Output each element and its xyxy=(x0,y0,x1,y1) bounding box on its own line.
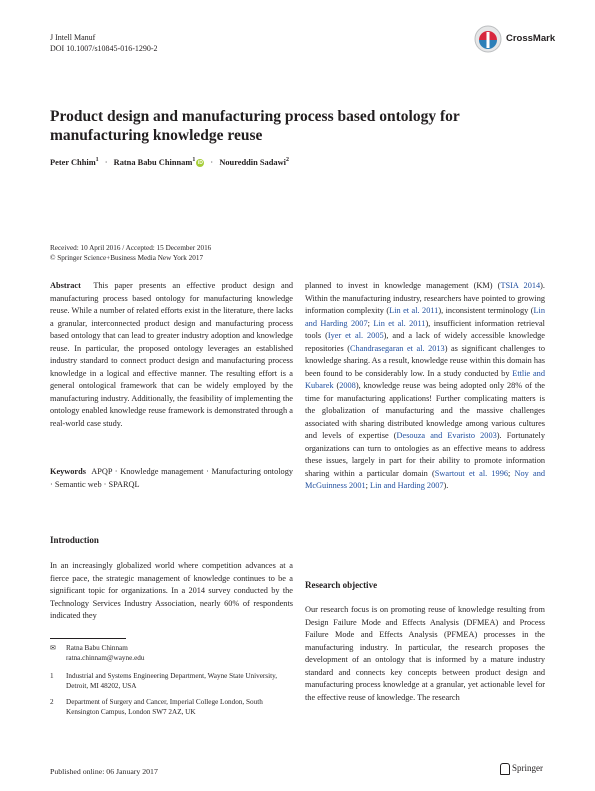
author-affiliation: 1 xyxy=(95,157,99,163)
body-text: ; xyxy=(367,318,374,328)
paper-title: Product design and manufacturing process based ontology for manufacturing knowledge reuse xyxy=(50,108,460,144)
introduction-continued xyxy=(305,280,545,493)
corresponding-author xyxy=(50,643,293,663)
received-accepted: Received: 10 April 2016 / Accepted: 15 December 2016 xyxy=(50,244,212,252)
doi[interactable]: DOI 10.1007/s10845-016-1290-2 xyxy=(50,44,158,53)
corresponding-name: Ratna Babu Chinnam xyxy=(66,644,128,652)
citation-link[interactable]: TSIA 2014 xyxy=(500,281,541,290)
author-separator: · xyxy=(210,157,214,167)
body-text: ). xyxy=(443,481,449,490)
research-objective-heading: Research objective xyxy=(305,580,378,590)
body-text: ), and a lack of widely accessible knowledge repositories ( xyxy=(305,331,545,353)
citation-link[interactable]: Lin et al. 2011 xyxy=(389,306,439,315)
journal-header xyxy=(50,32,158,54)
springer-horse-icon xyxy=(500,763,510,775)
body-text: planned to invest in knowledge management (KM) ( xyxy=(305,281,501,290)
keywords-text: APQP · Knowledge management · Manufacturing ontology · Semantic web · SPARQL xyxy=(50,467,293,489)
citation-link[interactable]: Desouza and Evaristo 2003 xyxy=(396,431,497,440)
publication-dates xyxy=(50,243,211,263)
body-text: ) as significant challenges to knowledge sharing. As a result, knowledge reuse within this domain has been found to be considerably low. In a study conducted by xyxy=(305,343,546,378)
body-text: ), inconsistent terminology ( xyxy=(438,306,534,315)
publisher-logo xyxy=(500,763,543,775)
citation-link[interactable]: Lin and Harding 2007 xyxy=(370,481,444,490)
abstract-text: This paper presents an effective product design and manufacturing process based ontology for manufacturing knowledge reuse. While a number of related efforts exist in the literature, there lacks a granular, interconnected product design and manufacturing process based ontology that can lead to greater industry adoption and knowledge reuse. In particular, the proposed ontology leverages an established industry standard to connect product design and manufacturing process knowledge in a logical and effective manner. The resulting effort is a general ontological framework that can be widely employed by the manufacturing industry. Additionally, the feasibility of implementing the ontology enabled knowledge reuse framework is demonstrated through a real-world case study. xyxy=(50,281,293,428)
body-text: ; xyxy=(365,481,371,490)
keywords xyxy=(50,466,293,491)
author-name: Noureddin Sadawi xyxy=(219,157,286,167)
journal-name: J Intell Manuf xyxy=(50,33,96,42)
crossmark-label: CrossMark xyxy=(506,33,556,44)
corresponding-email[interactable]: ratna.chinnam@wayne.edu xyxy=(66,654,145,662)
abstract-label: Abstract xyxy=(50,281,81,290)
affiliation-text: Industrial and Systems Engineering Department, Wayne State University, Detroit, MI 48202, USA xyxy=(66,672,278,690)
citation-link[interactable]: Noy and McGuinness 2001 xyxy=(305,468,545,490)
body-text: ). Within the manufacturing industry, researchers have pointed to growing information complexity ( xyxy=(305,281,545,315)
orcid-icon[interactable]: iD xyxy=(197,159,203,166)
author-list xyxy=(50,157,289,167)
affiliation-1 xyxy=(50,671,293,691)
citation-link[interactable]: Lin et al. 2011 xyxy=(373,318,426,328)
crossmark-icon xyxy=(473,24,503,54)
crossmark-badge[interactable] xyxy=(473,24,556,54)
affiliation-number: 2 xyxy=(50,698,54,706)
affiliation-2 xyxy=(50,697,293,717)
footnote-divider xyxy=(50,638,126,639)
body-text: ; xyxy=(508,468,515,478)
author-affiliation: 1 xyxy=(192,157,196,163)
envelope-icon: ✉ xyxy=(50,644,57,652)
publisher-name: Springer xyxy=(512,763,543,774)
author-separator: · xyxy=(104,157,108,167)
citation-link[interactable]: 2008 xyxy=(339,381,356,390)
citation-link[interactable]: Lin and Harding 2007 xyxy=(305,306,545,328)
research-objective-text: Our research focus is on promoting reuse of knowledge resulting from Design Failure Mode and Effects Analysis (DFMEA) and Process Failure Mode and Effects Analysis (PFMEA) processes in the manufacturing industry. In particular, the research proposes the development of an ontology that is informed by a mature industry standard and connects key concepts between product design and manufacturing process knowledge at a granular, yet actionable level for the effective reuse of knowledge. The research xyxy=(305,605,545,702)
body-text: ), insufficient information retrieval tools ( xyxy=(305,318,545,340)
copyright: © Springer Science+Business Media New York 2017 xyxy=(50,254,204,262)
published-online: Published online: 06 January 2017 xyxy=(50,767,158,776)
author-name: Ratna Babu Chinnam xyxy=(113,157,193,167)
citation-link[interactable]: Iyer et al. 2005 xyxy=(327,331,384,340)
body-text: ( xyxy=(333,381,340,390)
citation-link[interactable]: Swartout et al. 1996 xyxy=(434,468,508,478)
author-name: Peter Chhim xyxy=(50,157,96,167)
body-text: ). Fortunately organizations can turn to ontologies as an effective means to address these issues, largely in part for their ability to promote information sharing within a particular domain ( xyxy=(305,431,545,478)
citation-link[interactable]: Chandrasegaran et al. 2013 xyxy=(350,343,445,353)
keywords-label: Keywords xyxy=(50,467,86,476)
affiliation-number: 1 xyxy=(50,672,54,680)
abstract xyxy=(50,280,293,430)
body-text: ), knowledge reuse was being adopted only 28% of the time for manufacturing applications! Further complicating matters is the globalization of manufacturing and the massive challenges associated with sharing distributed knowledge among various cultures and levels of expertise ( xyxy=(305,381,545,440)
author-affiliation: 2 xyxy=(285,157,289,163)
introduction-heading: Introduction xyxy=(50,535,99,545)
citation-link[interactable]: Ettlie and Kubarek xyxy=(305,368,545,390)
introduction-text: In an increasingly globalized world where competition advances at a fierce pace, the strategic management of knowledge continues to be a significant topic for organizations. In a 2014 survey conducted by the Technology Services Industry Association, nearly 60% of respondents indicated they xyxy=(50,561,293,620)
affiliation-text: Department of Surgery and Cancer, Imperial College London, South Kensington Campus, London SW7 2AZ, UK xyxy=(66,698,263,716)
